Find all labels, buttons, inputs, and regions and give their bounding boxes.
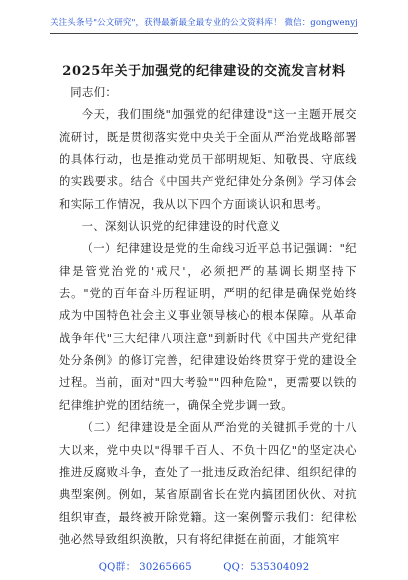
paragraph-intro: 今天，我们围绕"加强党的纪律建设"这一主题开展交流研讨，既是贯彻落实党中央关于全面从严治党战略部署的具体行动，也是推动党员干部明规矩、知敬畏、守底线的实践要求。结合《中国共产党纪律处分条例》学习体会和实际工作情况，我从以下四个方面谈认识和思考。	[59, 108, 357, 211]
salutation: 同志们：	[70, 86, 118, 99]
document-title: 2025年关于加强党的纪律建设的交流发言材料	[62, 64, 346, 79]
footer-qq-number: QQ：535304092	[223, 562, 310, 573]
paragraph-1-1: （一）纪律建设是党的生命线习近平总书记强调："纪律是管党治党的'戒尺'，必须把严的基调长期坚持下去。"党的百年奋斗历程证明，严明的纪律是确保党始终成为中国特色社会主义事业领导核心的根本保障。从革命战争年代"三大纪律八项注意"到新时代《中国共产党纪律处分条例》的修订完善，纪律建设始终贯穿于党的建设全过程。当前，面对"四大考验""四种危险"，更需要以铁的纪律维护党的团结统一，确保全党步调一致。	[59, 242, 357, 412]
section-heading-1: 一、深刻认识党的纪律建设的时代意义	[81, 220, 281, 234]
header-banner: 关注头条号"公文研究"，获得最新最全最专业的公文资料库！ 微信：gongwenyj	[50, 18, 358, 28]
footer-contact	[0, 558, 408, 573]
footer-qq-group: QQ群： 30265665	[98, 562, 192, 573]
header-divider	[50, 33, 358, 34]
paragraph-1-2: （二）纪律建设是全面从严治党的关键抓手党的十八大以来，党中央以"得罪千百人、不负十四亿"的坚定决心推进反腐败斗争，查处了一批违反政治纪律、组织纪律的典型案例。例如，某省原副省长在党内搞团团伙伙、对抗组织审查，最终被开除党籍。这一案例警示我们：纪律松弛必然导致组织涣散，只有将纪律挺在前面，才能筑牢	[59, 421, 357, 546]
document-body	[59, 82, 357, 551]
